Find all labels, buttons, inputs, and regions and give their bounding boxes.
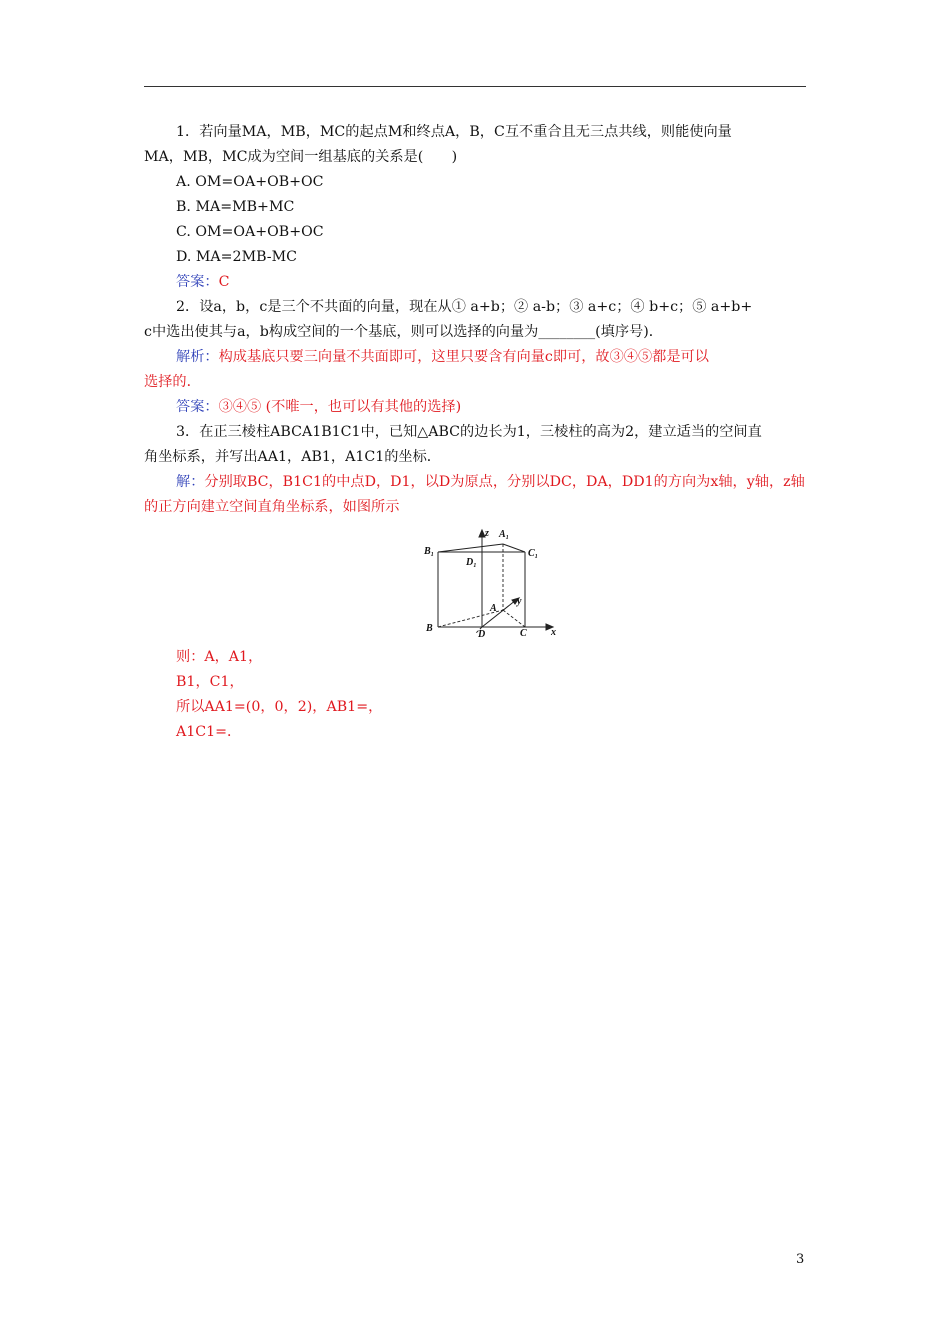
q2-answer (144, 395, 806, 420)
label-c1: C₁ (528, 548, 539, 559)
q3-solution-label: 解： (176, 474, 205, 490)
q3-then-line1: 则：A，A1， (176, 649, 263, 665)
label-b: B (426, 623, 433, 634)
label-b1: B₁ (424, 546, 435, 557)
label-d1: D₁ (466, 557, 477, 568)
y-axis-line (482, 600, 516, 627)
q3-solution-line2: 的正方向建立空间直角坐标系，如图所示 (144, 499, 400, 515)
q3-coordinates (144, 645, 806, 745)
q2-answer-value: ③④⑤ (不唯一，也可以有其他的选择) (218, 399, 462, 415)
q1-option-c: C. OM=OA+OB+OC (176, 224, 324, 240)
q1-option-b: B. MA=MB+MC (176, 199, 295, 215)
edge-a1-c1 (503, 544, 525, 552)
q3-then-line2: B1，C1， (176, 674, 244, 690)
prism-figure (420, 522, 565, 647)
q3-stem-line2: 角坐标系，并写出AA1，AB1，A1C1的坐标． (144, 449, 441, 465)
q1-answer (144, 270, 806, 295)
label-a1: A₁ (499, 529, 510, 540)
q1-answer-value: C (218, 274, 230, 290)
label-c: C (520, 628, 527, 639)
q1-answer-label: 答案： (176, 274, 219, 290)
q2-stem-line2: c中选出使其与a，b构成空间的一个基底，则可以选择的向量为________(填序号)． (144, 324, 663, 340)
header-rule (144, 86, 806, 87)
q3-then-line3: 所以AA1=(0，0，2)，AB1=， (176, 699, 383, 715)
q1-stem-line1: 1．若向量MA，MB，MC的起点M和终点A，B，C互不重合且无三点共线，则能使向量 (176, 124, 732, 140)
q1-option-d: D. MA=2MB-MC (176, 249, 297, 265)
q2-analysis-line1 (144, 345, 806, 370)
q2-analysis-label: 解析： (176, 349, 219, 365)
q2-analysis-text1: 构成基底只要三向量不共面即可，这里只要含有向量c即可，故③④⑤都是可以 (218, 349, 709, 365)
q3-solution-line1 (144, 470, 806, 495)
label-z: z (485, 528, 489, 539)
label-d: D (478, 629, 486, 640)
document-body (144, 120, 806, 520)
q1-stem-line2: MA，MB，MC成为空间一组基底的关系是( ) (144, 149, 458, 165)
q3-solution-text1: 分别取BC，B1C1的中点D，D1，以D为原点，分别以DC，DA，DD1的方向为x轴，y轴，z轴 (204, 474, 805, 490)
label-x: x (551, 627, 556, 638)
edge-b1-a1 (438, 544, 503, 552)
q2-stem-line1: 2．设a，b，c是三个不共面的向量，现在从① a+b；② a-b；③ a+c；④ b+c；⑤ a+b+ (176, 299, 753, 315)
label-a: A (490, 603, 497, 614)
label-y: y (517, 596, 522, 607)
edge-a-c (503, 610, 525, 627)
page-number: 3 (796, 1252, 805, 1267)
q2-answer-label: 答案： (176, 399, 219, 415)
q3-stem-line1: 3．在正三棱柱ABCA1B1C1中，已知△ABC的边长为1，三棱柱的高为2，建立适当的空间直 (176, 424, 762, 440)
q3-then-line4: A1C1=． (176, 724, 242, 740)
q2-analysis-line2: 选择的． (144, 374, 201, 390)
q1-option-a: A. OM=OA+OB+OC (176, 174, 324, 190)
